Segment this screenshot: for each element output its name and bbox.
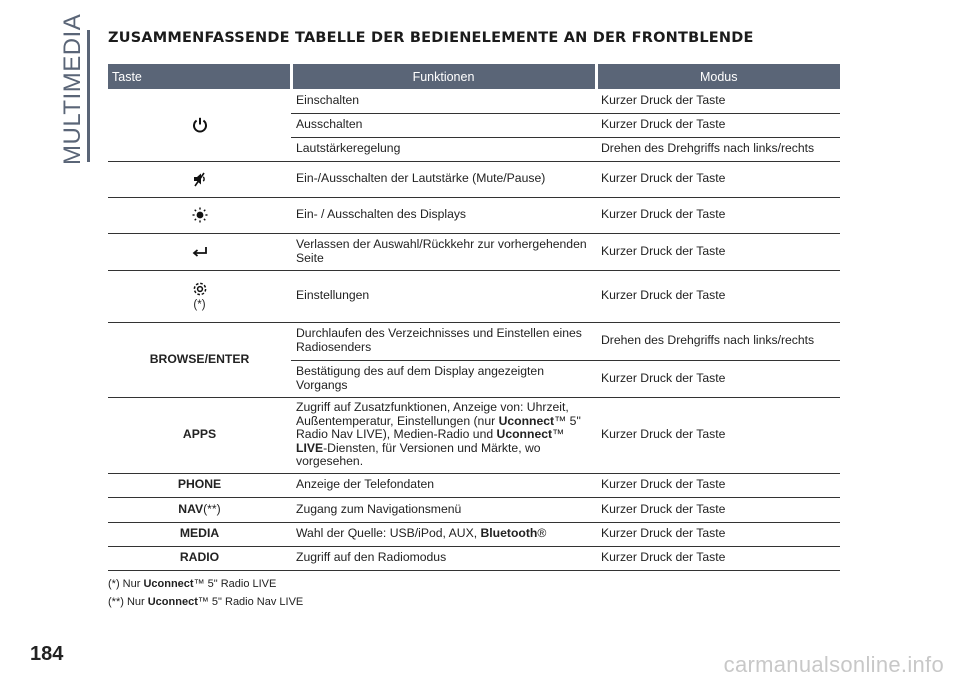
section-label: MULTIMEDIA <box>59 13 86 165</box>
footnote-1 <box>108 578 276 590</box>
nav-footnote-mark: (**) <box>203 501 221 516</box>
gear-icon <box>191 280 209 298</box>
apps-text-2: ™ 5" Radio Nav LIVE), Medien-Radio und <box>296 413 581 442</box>
table-row <box>108 322 840 360</box>
media-text-1: Wahl der Quelle: USB/iPod, AUX, <box>296 526 481 541</box>
table-row <box>108 497 840 522</box>
settings-footnote-mark: (*) <box>193 299 206 312</box>
mode-cell: Drehen des Drehgriffs nach links/rechts <box>596 322 840 360</box>
mode-cell: Kurzer Druck der Taste <box>596 360 840 397</box>
section-tab <box>58 13 88 165</box>
mode-cell: Kurzer Druck der Taste <box>596 397 840 473</box>
key-browse-enter: BROWSE/ENTER <box>108 322 291 397</box>
function-cell: Anzeige der Telefondaten <box>291 473 596 497</box>
footnote-1-brand: Uconnect <box>143 578 194 590</box>
apps-text-4: -Diensten, für Versionen und Märkte, wo vorgesehen. <box>296 440 541 469</box>
apps-text-3: ™ <box>552 427 565 442</box>
table-row <box>108 397 840 473</box>
function-cell: Lautstärkeregelung <box>291 137 596 161</box>
function-cell: Ein- / Ausschalten des Displays <box>291 197 596 233</box>
footnote-2-brand: Uconnect <box>147 596 198 608</box>
key-settings <box>108 270 291 322</box>
table-row <box>108 197 840 233</box>
section-divider <box>87 30 90 162</box>
header-modus: Modus <box>596 64 840 89</box>
back-arrow-icon <box>191 243 209 261</box>
key-nav <box>108 497 291 522</box>
apps-brand-live: LIVE <box>296 440 324 455</box>
function-cell: Einstellungen <box>291 270 596 322</box>
mode-cell: Kurzer Druck der Taste <box>596 197 840 233</box>
key-back <box>108 233 291 270</box>
function-cell: Verlassen der Auswahl/Rückkehr zur vorhergehenden Seite <box>291 233 596 270</box>
mode-cell: Kurzer Druck der Taste <box>596 546 840 570</box>
media-brand-bluetooth: Bluetooth <box>480 526 538 541</box>
function-cell: Einschalten <box>291 89 596 113</box>
key-phone: PHONE <box>108 473 291 497</box>
display-brightness-icon <box>191 206 209 224</box>
mode-cell: Kurzer Druck der Taste <box>596 473 840 497</box>
page-title: ZUSAMMENFASSENDE TABELLE DER BEDIENELEMENTE AN DER FRONTBLENDE <box>108 30 754 46</box>
apps-text-1: Zugriff auf Zusatzfunktionen, Anzeige von: Uhrzeit, Außentemperatur, Einstellungen (nur <box>296 399 569 428</box>
key-display <box>108 197 291 233</box>
mode-cell: Kurzer Druck der Taste <box>596 270 840 322</box>
apps-brand-2: Uconnect <box>496 427 553 442</box>
function-cell: Ausschalten <box>291 113 596 137</box>
mode-cell: Kurzer Druck der Taste <box>596 89 840 113</box>
footnote-2 <box>108 596 303 608</box>
table-row <box>108 233 840 270</box>
mode-cell: Kurzer Druck der Taste <box>596 113 840 137</box>
table-row <box>108 270 840 322</box>
nav-label: NAV <box>178 501 204 516</box>
table-row <box>108 546 840 570</box>
key-apps: APPS <box>108 397 291 473</box>
function-cell <box>291 522 596 546</box>
mode-cell: Kurzer Druck der Taste <box>596 161 840 197</box>
header-funktionen: Funktionen <box>291 64 596 89</box>
mode-cell: Kurzer Druck der Taste <box>596 497 840 522</box>
key-media: MEDIA <box>108 522 291 546</box>
mode-cell: Drehen des Drehgriffs nach links/rechts <box>596 137 840 161</box>
key-mute <box>108 161 291 197</box>
media-text-2: ® <box>537 526 547 541</box>
function-cell: Zugriff auf den Radiomodus <box>291 546 596 570</box>
mode-cell: Kurzer Druck der Taste <box>596 233 840 270</box>
page-number: 184 <box>30 643 64 665</box>
function-cell: Zugang zum Navigationsmenü <box>291 497 596 522</box>
function-cell: Bestätigung des auf dem Display angezeigten Vorgangs <box>291 360 596 397</box>
apps-brand-1: Uconnect <box>498 413 555 428</box>
watermark: carmanualsonline.info <box>723 652 944 677</box>
table-row <box>108 522 840 546</box>
function-cell <box>291 397 596 473</box>
header-taste: Taste <box>108 64 291 89</box>
table-row <box>108 473 840 497</box>
function-cell: Ein-/Ausschalten der Lautstärke (Mute/Pause) <box>291 161 596 197</box>
key-radio: RADIO <box>108 546 291 570</box>
power-icon <box>191 116 209 134</box>
footnote-1-prefix: (*) Nur <box>108 578 144 590</box>
footnote-2-prefix: (**) Nur <box>108 596 148 608</box>
table-row <box>108 89 840 113</box>
key-power <box>108 89 291 161</box>
controls-table <box>108 64 840 571</box>
table-header-row <box>108 64 840 89</box>
footnote-2-suffix: ™ 5" Radio Nav LIVE <box>197 596 304 608</box>
table-row <box>108 161 840 197</box>
function-cell: Durchlaufen des Verzeichnisses und Einstellen eines Radiosenders <box>291 322 596 360</box>
mode-cell: Kurzer Druck der Taste <box>596 522 840 546</box>
mute-speaker-icon <box>191 170 209 188</box>
footnote-1-suffix: ™ 5" Radio LIVE <box>193 578 277 590</box>
